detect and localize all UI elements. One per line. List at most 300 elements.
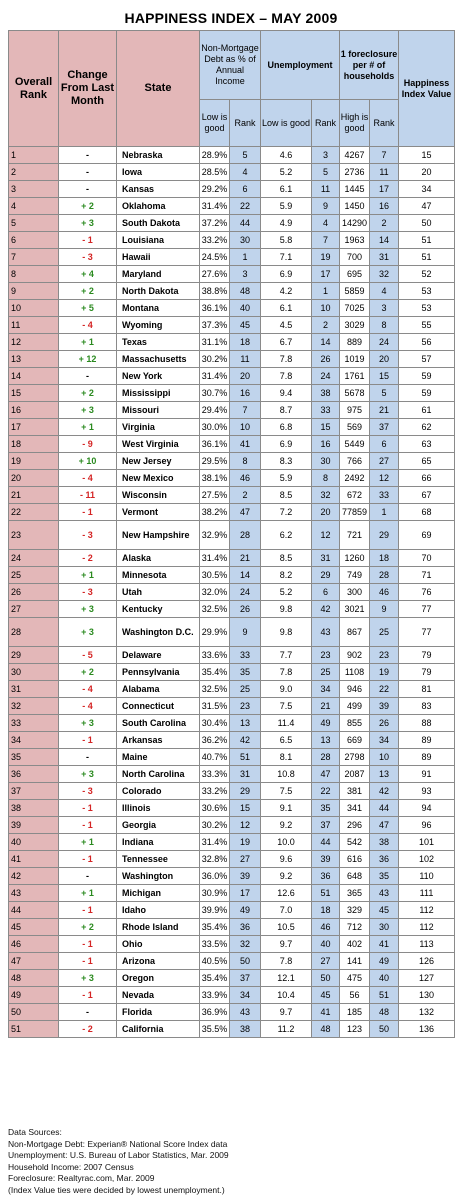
foreclosure-rank-cell: 50 <box>370 1021 399 1038</box>
change-cell: - <box>59 368 117 385</box>
note-line: Non-Mortgage Debt: Experian® National Score Index data <box>8 1138 228 1149</box>
overall-rank-cell: 39 <box>9 817 59 834</box>
table-row <box>9 919 455 936</box>
foreclosure-cell: 672 <box>340 487 370 504</box>
foreclosure-rank-cell: 35 <box>370 868 399 885</box>
happiness-index-cell: 112 <box>399 919 455 936</box>
debt-rank-cell: 41 <box>230 436 261 453</box>
happiness-index-cell: 51 <box>399 249 455 266</box>
overall-rank-cell: 43 <box>9 885 59 902</box>
foreclosure-cell: 766 <box>340 453 370 470</box>
unemployment-rank-cell: 7 <box>312 232 340 249</box>
foreclosure-cell: 616 <box>340 851 370 868</box>
change-cell: + 3 <box>59 970 117 987</box>
foreclosure-cell: 5859 <box>340 283 370 300</box>
unemployment-cell: 7.0 <box>261 902 312 919</box>
debt-percent-cell: 30.6% <box>200 800 230 817</box>
debt-percent-cell: 31.1% <box>200 334 230 351</box>
debt-percent-cell: 38.2% <box>200 504 230 521</box>
overall-rank-cell: 40 <box>9 834 59 851</box>
happiness-index-cell: 53 <box>399 300 455 317</box>
unemployment-rank-cell: 2 <box>312 317 340 334</box>
table-row <box>9 681 455 698</box>
unemployment-cell: 7.5 <box>261 783 312 800</box>
foreclosure-rank-cell: 3 <box>370 300 399 317</box>
unemployment-rank-cell: 42 <box>312 601 340 618</box>
foreclosure-rank-cell: 41 <box>370 936 399 953</box>
unemployment-cell: 11.2 <box>261 1021 312 1038</box>
table-row <box>9 550 455 567</box>
unemployment-cell: 4.5 <box>261 317 312 334</box>
unemployment-rank-cell: 23 <box>312 647 340 664</box>
debt-rank-cell: 16 <box>230 385 261 402</box>
debt-percent-cell: 32.8% <box>200 851 230 868</box>
happiness-index-cell: 83 <box>399 698 455 715</box>
unemployment-cell: 6.2 <box>261 521 312 550</box>
state-name-cell: Washington <box>117 868 200 885</box>
happiness-index-cell: 50 <box>399 215 455 232</box>
unemployment-rank-cell: 16 <box>312 436 340 453</box>
state-name-cell: Minnesota <box>117 567 200 584</box>
foreclosure-rank-cell: 14 <box>370 232 399 249</box>
happiness-index-cell: 110 <box>399 868 455 885</box>
table-row <box>9 800 455 817</box>
foreclosure-rank-cell: 23 <box>370 647 399 664</box>
overall-rank-cell: 6 <box>9 232 59 249</box>
overall-rank-cell: 36 <box>9 766 59 783</box>
debt-rank-cell: 43 <box>230 1004 261 1021</box>
foreclosure-rank-cell: 16 <box>370 198 399 215</box>
foreclosure-cell: 329 <box>340 902 370 919</box>
foreclosure-cell: 402 <box>340 936 370 953</box>
change-cell: - 11 <box>59 487 117 504</box>
unemployment-cell: 5.8 <box>261 232 312 249</box>
unemployment-rank-cell: 1 <box>312 283 340 300</box>
happiness-index-cell: 79 <box>399 647 455 664</box>
table-row <box>9 766 455 783</box>
data-sources-notes <box>8 1127 229 1196</box>
foreclosure-rank-cell: 1 <box>370 504 399 521</box>
unemployment-rank-cell: 29 <box>312 567 340 584</box>
change-cell: + 2 <box>59 664 117 681</box>
debt-rank-cell: 38 <box>230 1021 261 1038</box>
debt-percent-cell: 32.5% <box>200 681 230 698</box>
header-overall-rank: Overall Rank <box>9 31 59 147</box>
happiness-index-cell: 55 <box>399 317 455 334</box>
foreclosure-rank-cell: 48 <box>370 1004 399 1021</box>
debt-percent-cell: 30.5% <box>200 567 230 584</box>
unemployment-cell: 9.1 <box>261 800 312 817</box>
table-row <box>9 487 455 504</box>
table-row <box>9 368 455 385</box>
overall-rank-cell: 42 <box>9 868 59 885</box>
unemployment-cell: 9.0 <box>261 681 312 698</box>
unemployment-cell: 8.7 <box>261 402 312 419</box>
unemployment-rank-cell: 24 <box>312 368 340 385</box>
table-row <box>9 851 455 868</box>
foreclosure-cell: 867 <box>340 618 370 647</box>
overall-rank-cell: 32 <box>9 698 59 715</box>
table-row <box>9 215 455 232</box>
debt-rank-cell: 30 <box>230 232 261 249</box>
foreclosure-cell: 3021 <box>340 601 370 618</box>
happiness-index-cell: 93 <box>399 783 455 800</box>
table-row <box>9 868 455 885</box>
table-row <box>9 601 455 618</box>
state-name-cell: Missouri <box>117 402 200 419</box>
table-row <box>9 732 455 749</box>
overall-rank-cell: 15 <box>9 385 59 402</box>
overall-rank-cell: 7 <box>9 249 59 266</box>
table-row <box>9 249 455 266</box>
debt-rank-cell: 9 <box>230 618 261 647</box>
foreclosure-cell: 1761 <box>340 368 370 385</box>
debt-percent-cell: 27.6% <box>200 266 230 283</box>
debt-rank-cell: 29 <box>230 783 261 800</box>
overall-rank-cell: 4 <box>9 198 59 215</box>
table-row <box>9 749 455 766</box>
happiness-index-cell: 71 <box>399 567 455 584</box>
debt-percent-cell: 29.2% <box>200 181 230 198</box>
unemployment-rank-cell: 22 <box>312 783 340 800</box>
state-name-cell: New Mexico <box>117 470 200 487</box>
state-name-cell: New Hampshire <box>117 521 200 550</box>
happiness-index-cell: 20 <box>399 164 455 181</box>
happiness-index-cell: 132 <box>399 1004 455 1021</box>
unemployment-cell: 7.7 <box>261 647 312 664</box>
overall-rank-cell: 18 <box>9 436 59 453</box>
foreclosure-rank-cell: 27 <box>370 453 399 470</box>
debt-rank-cell: 39 <box>230 868 261 885</box>
unemployment-rank-cell: 6 <box>312 584 340 601</box>
happiness-index-cell: 53 <box>399 283 455 300</box>
foreclosure-cell: 1260 <box>340 550 370 567</box>
table-row <box>9 834 455 851</box>
change-cell: + 2 <box>59 385 117 402</box>
overall-rank-cell: 30 <box>9 664 59 681</box>
overall-rank-cell: 48 <box>9 970 59 987</box>
foreclosure-rank-cell: 33 <box>370 487 399 504</box>
debt-rank-cell: 49 <box>230 902 261 919</box>
foreclosure-rank-cell: 47 <box>370 817 399 834</box>
foreclosure-cell: 721 <box>340 521 370 550</box>
state-name-cell: Texas <box>117 334 200 351</box>
change-cell: - 1 <box>59 232 117 249</box>
change-cell: - 1 <box>59 851 117 868</box>
debt-percent-cell: 29.4% <box>200 402 230 419</box>
change-cell: - 1 <box>59 800 117 817</box>
debt-percent-cell: 30.7% <box>200 385 230 402</box>
table-row <box>9 698 455 715</box>
unemployment-cell: 7.8 <box>261 953 312 970</box>
state-name-cell: Connecticut <box>117 698 200 715</box>
table-row <box>9 351 455 368</box>
unemployment-cell: 12.6 <box>261 885 312 902</box>
state-name-cell: Alaska <box>117 550 200 567</box>
foreclosure-cell: 569 <box>340 419 370 436</box>
unemployment-rank-cell: 12 <box>312 521 340 550</box>
foreclosure-cell: 1445 <box>340 181 370 198</box>
debt-rank-cell: 33 <box>230 647 261 664</box>
foreclosure-cell: 141 <box>340 953 370 970</box>
state-name-cell: South Dakota <box>117 215 200 232</box>
unemployment-rank-cell: 11 <box>312 181 340 198</box>
unemployment-rank-cell: 25 <box>312 664 340 681</box>
happiness-index-cell: 68 <box>399 504 455 521</box>
overall-rank-cell: 51 <box>9 1021 59 1038</box>
note-line: Foreclosure: Realtyrac.com, Mar. 2009 <box>8 1173 155 1183</box>
debt-percent-cell: 30.9% <box>200 885 230 902</box>
change-cell: + 4 <box>59 266 117 283</box>
happiness-index-cell: 56 <box>399 334 455 351</box>
change-cell: - 4 <box>59 698 117 715</box>
overall-rank-cell: 3 <box>9 181 59 198</box>
foreclosure-cell: 14290 <box>340 215 370 232</box>
debt-rank-cell: 46 <box>230 470 261 487</box>
debt-rank-cell: 15 <box>230 800 261 817</box>
unemployment-rank-cell: 50 <box>312 970 340 987</box>
foreclosure-cell: 7025 <box>340 300 370 317</box>
state-name-cell: Rhode Island <box>117 919 200 936</box>
unemployment-cell: 8.1 <box>261 749 312 766</box>
header-state: State <box>117 31 200 147</box>
table-row <box>9 664 455 681</box>
debt-percent-cell: 37.3% <box>200 317 230 334</box>
table-row <box>9 334 455 351</box>
foreclosure-cell: 946 <box>340 681 370 698</box>
unemployment-rank-cell: 9 <box>312 198 340 215</box>
foreclosure-rank-cell: 20 <box>370 351 399 368</box>
foreclosure-cell: 1963 <box>340 232 370 249</box>
table-row <box>9 885 455 902</box>
table-row <box>9 584 455 601</box>
debt-percent-cell: 30.0% <box>200 419 230 436</box>
debt-rank-cell: 37 <box>230 970 261 987</box>
happiness-index-cell: 111 <box>399 885 455 902</box>
state-name-cell: Delaware <box>117 647 200 664</box>
table-row <box>9 300 455 317</box>
debt-percent-cell: 36.1% <box>200 436 230 453</box>
foreclosure-rank-cell: 38 <box>370 834 399 851</box>
debt-rank-cell: 2 <box>230 487 261 504</box>
happiness-index-cell: 15 <box>399 147 455 164</box>
change-cell: - <box>59 164 117 181</box>
unemployment-cell: 4.6 <box>261 147 312 164</box>
foreclosure-cell: 1450 <box>340 198 370 215</box>
unemployment-rank-cell: 33 <box>312 402 340 419</box>
note-line: (Index Value ties were decided by lowest unemployment.) <box>8 1184 225 1195</box>
happiness-index-cell: 61 <box>399 402 455 419</box>
foreclosure-cell: 669 <box>340 732 370 749</box>
debt-percent-cell: 31.4% <box>200 368 230 385</box>
change-cell: - 1 <box>59 902 117 919</box>
debt-percent-cell: 36.0% <box>200 868 230 885</box>
unemployment-rank-cell: 20 <box>312 504 340 521</box>
overall-rank-cell: 41 <box>9 851 59 868</box>
overall-rank-cell: 13 <box>9 351 59 368</box>
overall-rank-cell: 24 <box>9 550 59 567</box>
unemployment-cell: 9.2 <box>261 868 312 885</box>
foreclosure-cell: 889 <box>340 334 370 351</box>
unemployment-rank-cell: 31 <box>312 550 340 567</box>
change-cell: + 2 <box>59 283 117 300</box>
unemployment-rank-cell: 48 <box>312 1021 340 1038</box>
table-row <box>9 402 455 419</box>
unemployment-rank-cell: 27 <box>312 953 340 970</box>
debt-rank-cell: 34 <box>230 987 261 1004</box>
unemployment-cell: 9.4 <box>261 385 312 402</box>
debt-percent-cell: 24.5% <box>200 249 230 266</box>
change-cell: + 12 <box>59 351 117 368</box>
state-name-cell: New York <box>117 368 200 385</box>
foreclosure-cell: 123 <box>340 1021 370 1038</box>
state-name-cell: Tennessee <box>117 851 200 868</box>
state-name-cell: Arizona <box>117 953 200 970</box>
change-cell: + 1 <box>59 567 117 584</box>
foreclosure-rank-cell: 7 <box>370 147 399 164</box>
foreclosure-cell: 3029 <box>340 317 370 334</box>
foreclosure-rank-cell: 32 <box>370 266 399 283</box>
overall-rank-cell: 47 <box>9 953 59 970</box>
foreclosure-cell: 2492 <box>340 470 370 487</box>
table-row <box>9 283 455 300</box>
state-name-cell: Utah <box>117 584 200 601</box>
overall-rank-cell: 46 <box>9 936 59 953</box>
debt-rank-cell: 14 <box>230 567 261 584</box>
debt-percent-cell: 33.2% <box>200 783 230 800</box>
unemployment-rank-cell: 10 <box>312 300 340 317</box>
change-cell: - 1 <box>59 953 117 970</box>
overall-rank-cell: 33 <box>9 715 59 732</box>
unemployment-rank-cell: 5 <box>312 164 340 181</box>
header-foreclosure-group: 1 foreclosure per # of households <box>340 31 399 100</box>
unemployment-cell: 8.5 <box>261 487 312 504</box>
happiness-index-cell: 70 <box>399 550 455 567</box>
table-row <box>9 266 455 283</box>
unemployment-cell: 7.5 <box>261 698 312 715</box>
foreclosure-cell: 300 <box>340 584 370 601</box>
unemployment-cell: 6.7 <box>261 334 312 351</box>
unemployment-rank-cell: 32 <box>312 487 340 504</box>
state-name-cell: Nevada <box>117 987 200 1004</box>
overall-rank-cell: 14 <box>9 368 59 385</box>
debt-rank-cell: 12 <box>230 817 261 834</box>
state-name-cell: Georgia <box>117 817 200 834</box>
debt-rank-cell: 44 <box>230 215 261 232</box>
table-row <box>9 715 455 732</box>
unemployment-cell: 6.1 <box>261 300 312 317</box>
debt-rank-cell: 32 <box>230 936 261 953</box>
happiness-index-cell: 77 <box>399 601 455 618</box>
change-cell: - 1 <box>59 817 117 834</box>
foreclosure-cell: 475 <box>340 970 370 987</box>
table-row <box>9 902 455 919</box>
unemployment-cell: 10.8 <box>261 766 312 783</box>
change-cell: + 2 <box>59 198 117 215</box>
debt-rank-cell: 26 <box>230 601 261 618</box>
change-cell: + 5 <box>59 300 117 317</box>
debt-rank-cell: 6 <box>230 181 261 198</box>
foreclosure-rank-cell: 44 <box>370 800 399 817</box>
change-cell: + 10 <box>59 453 117 470</box>
debt-percent-cell: 27.5% <box>200 487 230 504</box>
change-cell: + 1 <box>59 419 117 436</box>
debt-percent-cell: 40.7% <box>200 749 230 766</box>
debt-percent-cell: 35.5% <box>200 1021 230 1038</box>
unemployment-cell: 6.5 <box>261 732 312 749</box>
table-row <box>9 521 455 550</box>
debt-rank-cell: 5 <box>230 147 261 164</box>
foreclosure-cell: 2087 <box>340 766 370 783</box>
foreclosure-rank-cell: 36 <box>370 851 399 868</box>
header-debt-group: Non-Mortgage Debt as % of Annual Income <box>200 31 261 100</box>
happiness-index-cell: 91 <box>399 766 455 783</box>
debt-rank-cell: 25 <box>230 681 261 698</box>
debt-rank-cell: 45 <box>230 317 261 334</box>
unemployment-rank-cell: 18 <box>312 902 340 919</box>
change-cell: - <box>59 749 117 766</box>
debt-percent-cell: 33.5% <box>200 936 230 953</box>
happiness-index-cell: 81 <box>399 681 455 698</box>
state-name-cell: Indiana <box>117 834 200 851</box>
foreclosure-cell: 4267 <box>340 147 370 164</box>
foreclosure-cell: 648 <box>340 868 370 885</box>
happiness-index-cell: 112 <box>399 902 455 919</box>
header-unemp-low-is-good: Low is good <box>261 100 312 147</box>
foreclosure-rank-cell: 51 <box>370 987 399 1004</box>
foreclosure-cell: 185 <box>340 1004 370 1021</box>
happiness-index-cell: 113 <box>399 936 455 953</box>
happiness-index-cell: 57 <box>399 351 455 368</box>
foreclosure-cell: 2798 <box>340 749 370 766</box>
foreclosure-rank-cell: 29 <box>370 521 399 550</box>
unemployment-cell: 8.2 <box>261 567 312 584</box>
change-cell: - <box>59 147 117 164</box>
state-name-cell: North Carolina <box>117 766 200 783</box>
happiness-index-cell: 96 <box>399 817 455 834</box>
foreclosure-rank-cell: 25 <box>370 618 399 647</box>
happiness-index-cell: 89 <box>399 749 455 766</box>
state-name-cell: South Carolina <box>117 715 200 732</box>
change-cell: - 4 <box>59 470 117 487</box>
page-title: HAPPINESS INDEX – MAY 2009 <box>124 10 338 26</box>
unemployment-rank-cell: 40 <box>312 936 340 953</box>
overall-rank-cell: 27 <box>9 601 59 618</box>
foreclosure-rank-cell: 26 <box>370 715 399 732</box>
unemployment-rank-cell: 15 <box>312 419 340 436</box>
unemployment-cell: 9.7 <box>261 1004 312 1021</box>
table-row <box>9 147 455 164</box>
foreclosure-rank-cell: 8 <box>370 317 399 334</box>
table-row <box>9 817 455 834</box>
change-cell: + 1 <box>59 885 117 902</box>
header-debt-rank: Rank <box>230 100 261 147</box>
happiness-index-cell: 62 <box>399 419 455 436</box>
unemployment-cell: 8.3 <box>261 453 312 470</box>
debt-percent-cell: 38.1% <box>200 470 230 487</box>
table-row <box>9 436 455 453</box>
unemployment-cell: 7.8 <box>261 351 312 368</box>
change-cell: - 4 <box>59 681 117 698</box>
foreclosure-cell: 5449 <box>340 436 370 453</box>
state-name-cell: Arkansas <box>117 732 200 749</box>
unemployment-rank-cell: 46 <box>312 919 340 936</box>
unemployment-cell: 4.2 <box>261 283 312 300</box>
debt-rank-cell: 19 <box>230 834 261 851</box>
debt-rank-cell: 47 <box>230 504 261 521</box>
unemployment-cell: 10.5 <box>261 919 312 936</box>
unemployment-cell: 6.1 <box>261 181 312 198</box>
